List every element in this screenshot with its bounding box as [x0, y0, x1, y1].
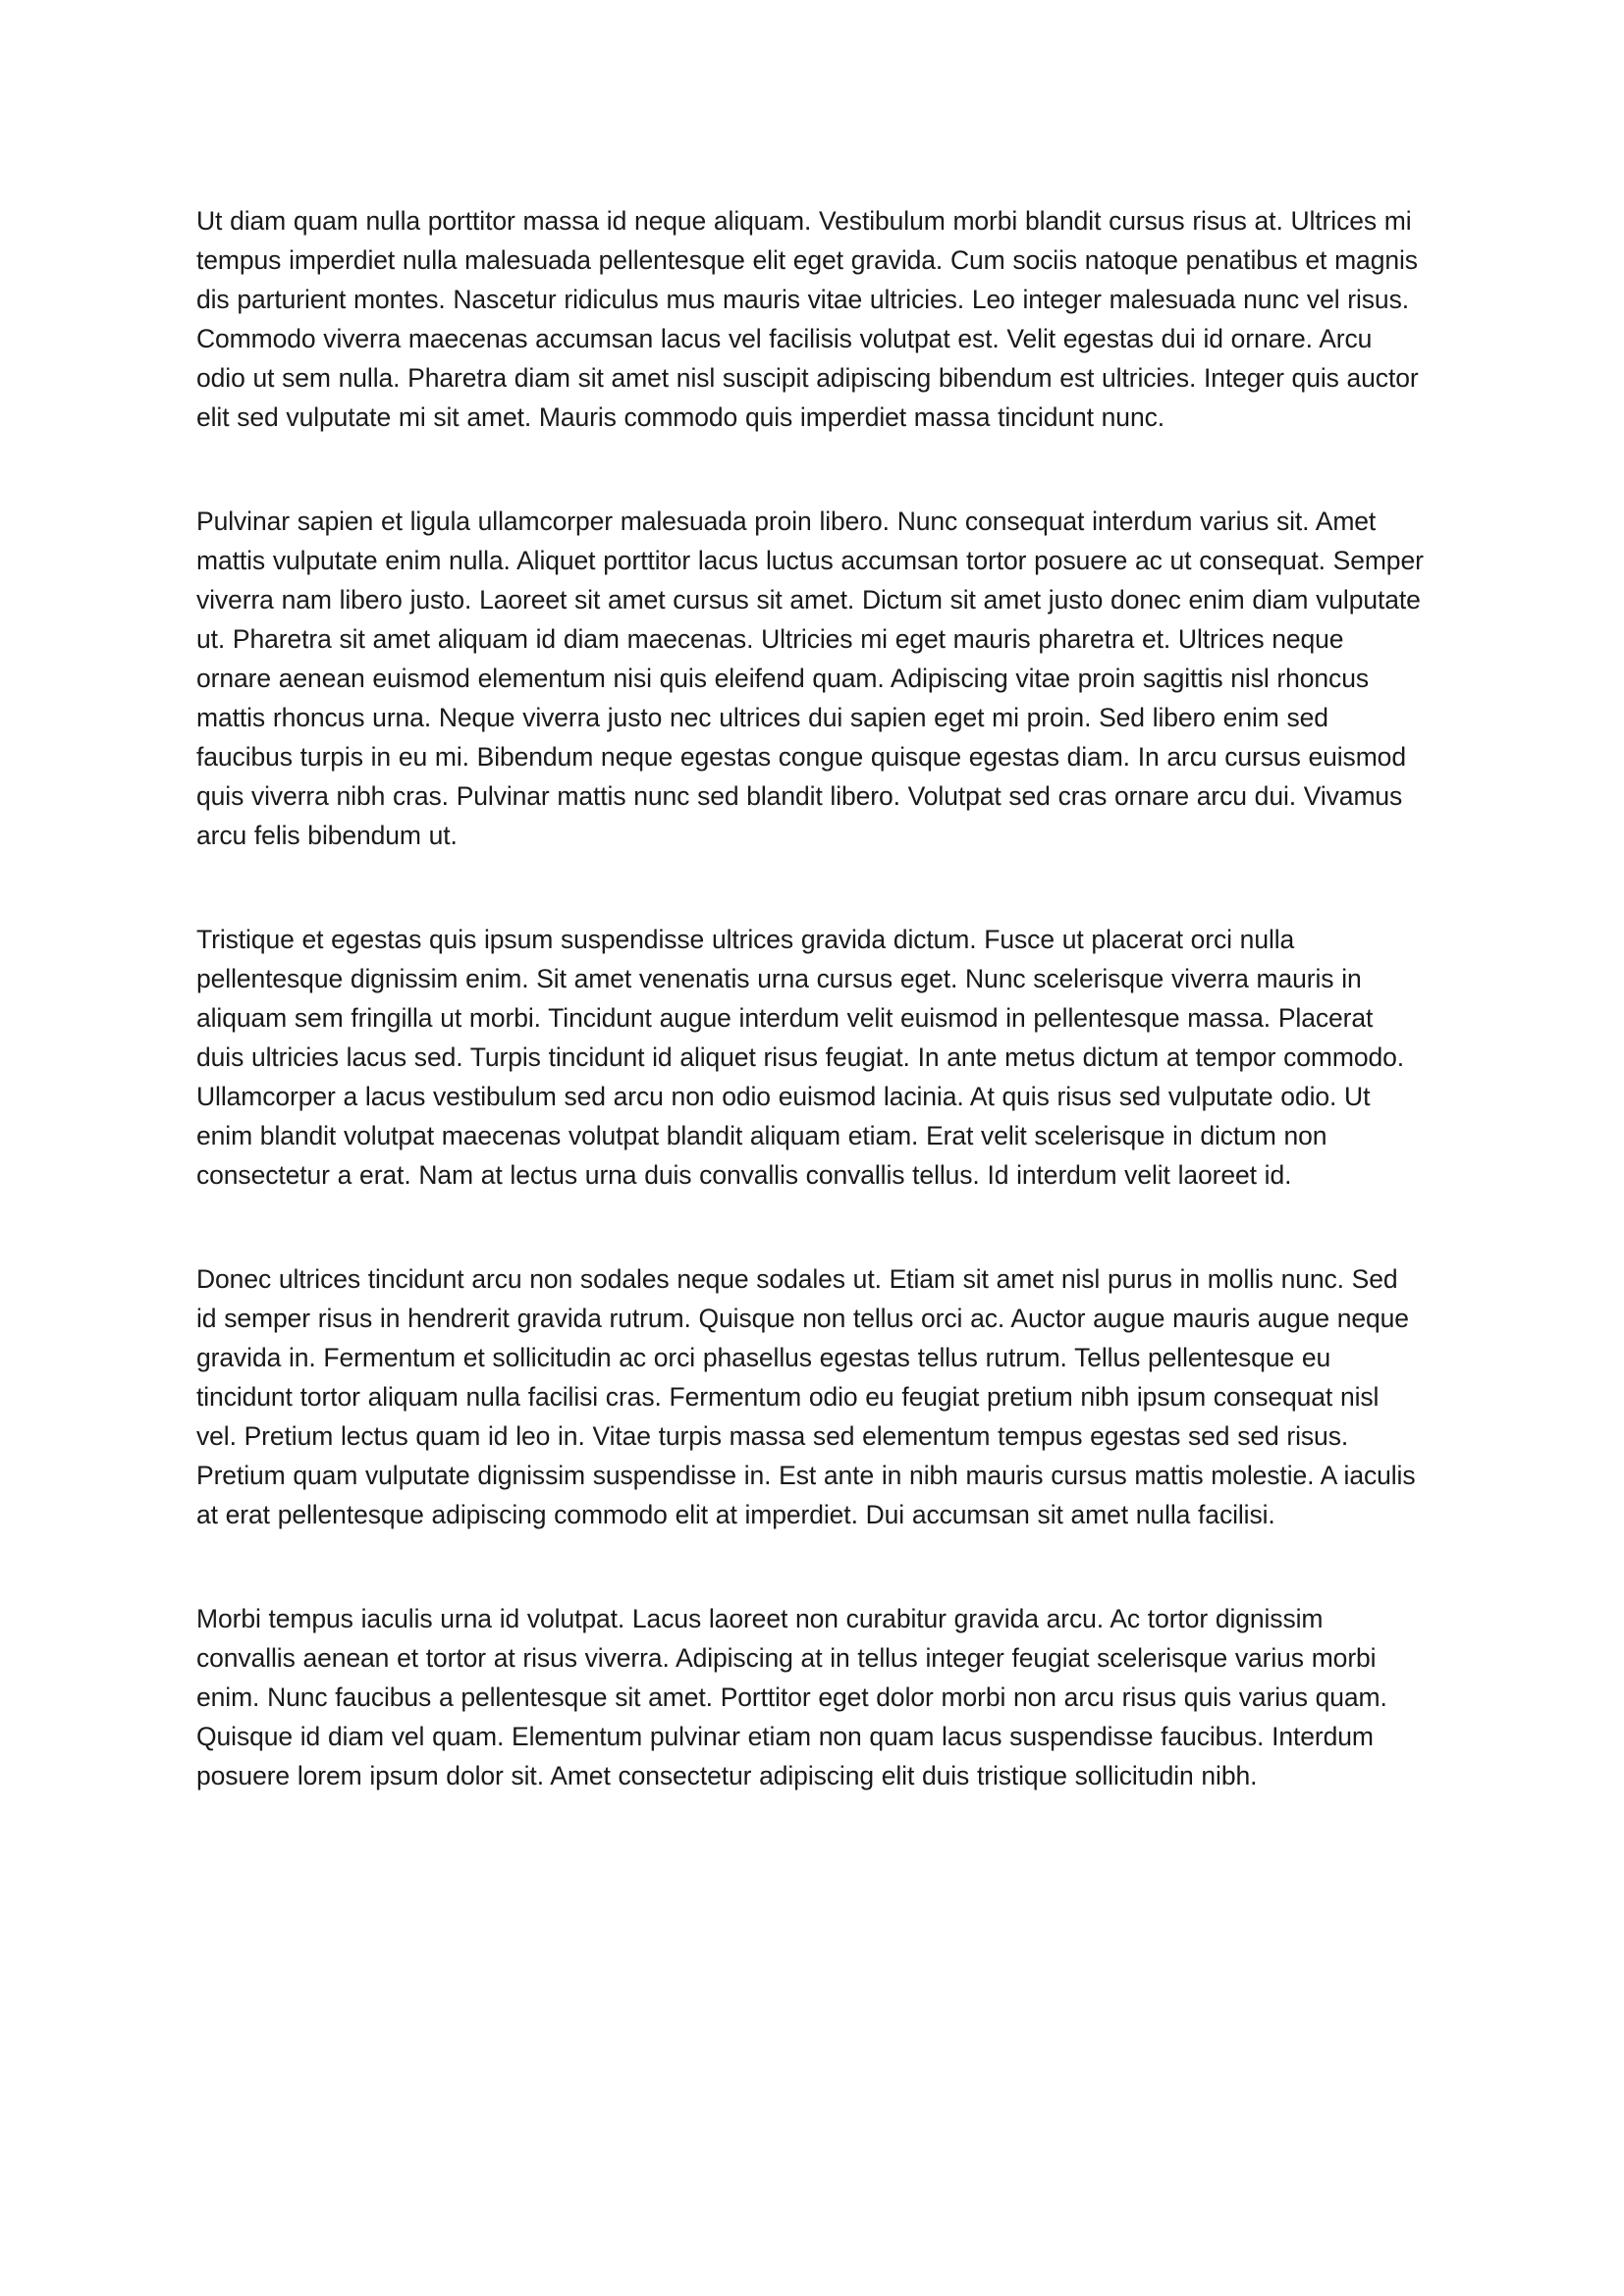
paragraph-5: Morbi tempus iaculis urna id volutpat. Lacus laoreet non curabitur gravida arcu. Ac tortor dignissim convallis aenean et tortor at risus viverra. Adipiscing at in tellus integer feugiat scelerisque varius morbi enim. Nunc faucibus a pellentesque sit amet. Porttitor eget dolor morbi non arcu risus quis varius quam. Quisque id diam vel quam. Elementum pulvinar etiam non quam lacus suspendisse faucibus. Interdum posuere lorem ipsum dolor sit. Amet consectetur adipiscing elit duis tristique sollicitudin nibh.: [196, 1604, 1387, 1790]
paragraph-4: Donec ultrices tincidunt arcu non sodales neque sodales ut. Etiam sit amet nisl purus in mollis nunc. Sed id semper risus in hendrerit gravida rutrum. Quisque non tellus orci ac. Auctor augue mauris augue neque gravida in. Fermentum et sollicitudin ac orci phasellus egestas tellus rutrum. Tellus pellentesque eu tincidunt tortor aliquam nulla facilisi cras. Fermentum odio eu feugiat pretium nibh ipsum consequat nisl vel. Pretium lectus quam id leo in. Vitae turpis massa sed elementum tempus egestas sed sed risus. Pretium quam vulputate dignissim suspendisse in. Est ante in nibh mauris cursus mattis molestie. A iaculis at erat pellentesque adipiscing commodo elit at imperdiet. Dui accumsan sit amet nulla facilisi.: [196, 1264, 1416, 1529]
paragraph-2: Pulvinar sapien et ligula ullamcorper malesuada proin libero. Nunc consequat interdum varius sit. Amet mattis vulputate enim nulla. Aliquet porttitor lacus luctus accumsan tortor posuere ac ut consequat. Semper viverra nam libero justo. Laoreet sit amet cursus sit amet. Dictum sit amet justo donec enim diam vulputate ut. Pharetra sit amet aliquam id diam maecenas. Ultricies mi eget mauris pharetra et. Ultrices neque ornare aenean euismod elementum nisi quis eleifend quam. Adipiscing vitae proin sagittis nisl rhoncus mattis rhoncus urna. Neque viverra justo nec ultrices dui sapien eget mi proin. Sed libero enim sed faucibus turpis in eu mi. Bibendum neque egestas congue quisque egestas diam. In arcu cursus euismod quis viverra nibh cras. Pulvinar mattis nunc sed blandit libero. Volutpat sed cras ornare arcu dui. Vivamus arcu felis bibendum ut.: [196, 507, 1424, 850]
paragraph-3: Tristique et egestas quis ipsum suspendisse ultrices gravida dictum. Fusce ut placerat orci nulla pellentesque dignissim enim. Sit amet venenatis urna cursus eget. Nunc scelerisque viverra mauris in aliquam sem fringilla ut morbi. Tincidunt augue interdum velit euismod in pellentesque massa. Placerat duis ultricies lacus sed. Turpis tincidunt id aliquet risus feugiat. In ante metus dictum at tempor commodo. Ullamcorper a lacus vestibulum sed arcu non odio euismod lacinia. At quis risus sed vulputate odio. Ut enim blandit volutpat maecenas volutpat blandit aliquam etiam. Erat velit scelerisque in dictum non consectetur a erat. Nam at lectus urna duis convallis convallis tellus. Id interdum velit laoreet id.: [196, 925, 1405, 1190]
paragraph-1: Ut diam quam nulla porttitor massa id neque aliquam. Vestibulum morbi blandit cursus risus at. Ultrices mi tempus imperdiet nulla malesuada pellentesque elit eget gravida. Cum sociis natoque penatibus et magnis dis parturient montes. Nascetur ridiculus mus mauris vitae ultricies. Leo integer malesuada nunc vel risus. Commodo viverra maecenas accumsan lacus vel facilisis volutpat est. Velit egestas dui id ornare. Arcu odio ut sem nulla. Pharetra diam sit amet nisl suscipit adipiscing bibendum est ultricies. Integer quis auctor elit sed vulputate mi sit amet. Mauris commodo quis imperdiet massa tincidunt nunc.: [196, 206, 1419, 432]
